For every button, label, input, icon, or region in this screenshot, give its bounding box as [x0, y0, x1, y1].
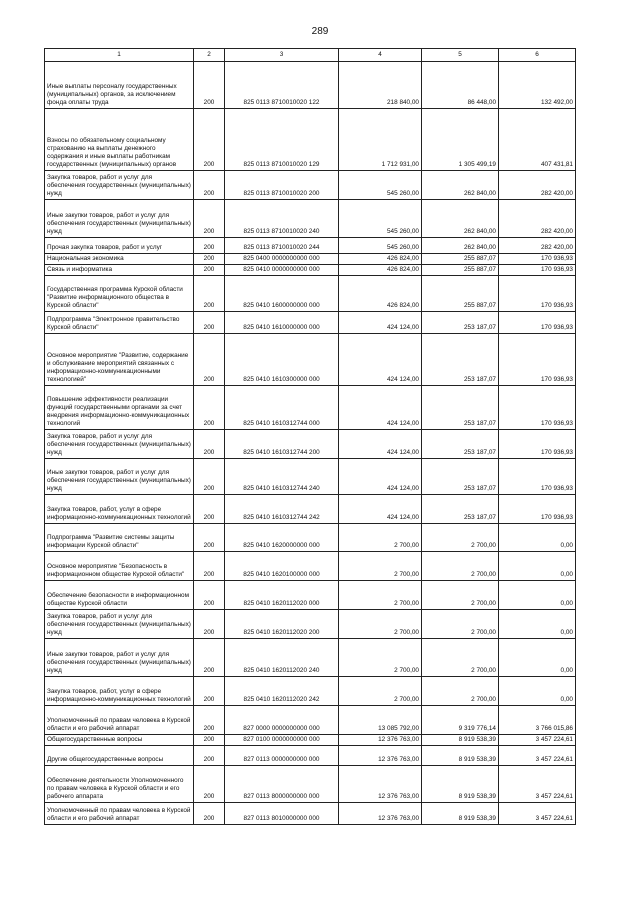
- table-row: [45, 706, 576, 735]
- table-row: [45, 109, 576, 171]
- row-unexecuted-amount-cell: 282 420,00: [499, 238, 576, 254]
- column-header: 1: [45, 49, 194, 62]
- row-approved-amount-cell: 12 376 763,00: [339, 735, 422, 746]
- row-budget-code-cell: 825 0113 8710010020 129: [225, 109, 339, 171]
- row-budget-code-cell: 825 0113 8710010020 200: [225, 171, 339, 200]
- row-name-cell: Иные закупки товаров, работ и услуг для обеспечения государственных (муниципальных) нужд: [45, 639, 194, 677]
- row-code-cell: 200: [194, 334, 225, 386]
- row-budget-code-cell: 827 0000 0000000000 000: [225, 706, 339, 735]
- row-approved-amount-cell: 13 085 792,00: [339, 706, 422, 735]
- row-approved-amount-cell: 426 824,00: [339, 276, 422, 312]
- row-unexecuted-amount-cell: 0,00: [499, 552, 576, 581]
- table-row: [45, 581, 576, 610]
- row-executed-amount-cell: 8 919 538,39: [422, 735, 499, 746]
- row-approved-amount-cell: 424 124,00: [339, 334, 422, 386]
- row-name-cell: Связь и информатика: [45, 265, 194, 276]
- row-unexecuted-amount-cell: 0,00: [499, 524, 576, 552]
- row-executed-amount-cell: 2 700,00: [422, 610, 499, 639]
- table-row: [45, 265, 576, 276]
- row-unexecuted-amount-cell: 0,00: [499, 610, 576, 639]
- row-name-cell: Подпрограмма "Развитие системы защиты информации Курской области": [45, 524, 194, 552]
- row-code-cell: 200: [194, 430, 225, 459]
- row-name-cell: Основное мероприятие "Безопасность в информационном обществе Курской области": [45, 552, 194, 581]
- row-name-cell: Закупка товаров, работ, услуг в сфере информационно-коммуникационных технологий: [45, 495, 194, 524]
- column-header: 4: [339, 49, 422, 62]
- row-name-cell: Закупка товаров, работ и услуг для обеспечения государственных (муниципальных) нужд: [45, 171, 194, 200]
- row-budget-code-cell: 825 0410 1600000000 000: [225, 276, 339, 312]
- row-code-cell: 200: [194, 200, 225, 238]
- row-code-cell: 200: [194, 552, 225, 581]
- row-name-cell: Прочая закупка товаров, работ и услуг: [45, 238, 194, 254]
- table-row: [45, 766, 576, 803]
- row-name-cell: Национальная экономика: [45, 254, 194, 265]
- row-budget-code-cell: 825 0113 8710010020 244: [225, 238, 339, 254]
- row-budget-code-cell: 825 0410 1610000000 000: [225, 312, 339, 334]
- row-executed-amount-cell: 2 700,00: [422, 677, 499, 706]
- row-code-cell: 200: [194, 276, 225, 312]
- row-code-cell: 200: [194, 386, 225, 430]
- row-approved-amount-cell: 426 824,00: [339, 265, 422, 276]
- table-row: [45, 803, 576, 825]
- row-budget-code-cell: 825 0410 0000000000 000: [225, 265, 339, 276]
- row-executed-amount-cell: 262 840,00: [422, 238, 499, 254]
- row-approved-amount-cell: 545 260,00: [339, 200, 422, 238]
- row-approved-amount-cell: 424 124,00: [339, 495, 422, 524]
- row-executed-amount-cell: 8 919 538,39: [422, 803, 499, 825]
- row-code-cell: 200: [194, 62, 225, 109]
- row-unexecuted-amount-cell: 170 936,93: [499, 265, 576, 276]
- row-budget-code-cell: 825 0410 1620000000 000: [225, 524, 339, 552]
- row-unexecuted-amount-cell: 3 457 224,61: [499, 766, 576, 803]
- row-unexecuted-amount-cell: 170 936,93: [499, 459, 576, 495]
- row-approved-amount-cell: 2 700,00: [339, 677, 422, 706]
- row-budget-code-cell: 825 0410 1610312744 200: [225, 430, 339, 459]
- row-unexecuted-amount-cell: 0,00: [499, 639, 576, 677]
- row-code-cell: 200: [194, 238, 225, 254]
- row-approved-amount-cell: 2 700,00: [339, 524, 422, 552]
- table-row: [45, 334, 576, 386]
- table-row: [45, 238, 576, 254]
- column-header: 6: [499, 49, 576, 62]
- row-approved-amount-cell: 12 376 763,00: [339, 746, 422, 766]
- row-unexecuted-amount-cell: 0,00: [499, 581, 576, 610]
- row-name-cell: Основное мероприятие "Развитие, содержание и обслуживание мероприятий связанных с информационно-коммуникационными технологией": [45, 334, 194, 386]
- row-unexecuted-amount-cell: 282 420,00: [499, 200, 576, 238]
- row-approved-amount-cell: 424 124,00: [339, 430, 422, 459]
- row-approved-amount-cell: 424 124,00: [339, 459, 422, 495]
- table-row: [45, 62, 576, 109]
- row-unexecuted-amount-cell: 0,00: [499, 677, 576, 706]
- row-approved-amount-cell: 545 260,00: [339, 171, 422, 200]
- row-code-cell: 200: [194, 312, 225, 334]
- row-code-cell: 200: [194, 735, 225, 746]
- row-approved-amount-cell: 424 124,00: [339, 312, 422, 334]
- table-row: [45, 312, 576, 334]
- row-budget-code-cell: 825 0400 0000000000 000: [225, 254, 339, 265]
- row-approved-amount-cell: 545 260,00: [339, 238, 422, 254]
- row-executed-amount-cell: 255 887,07: [422, 254, 499, 265]
- row-executed-amount-cell: 9 319 776,14: [422, 706, 499, 735]
- row-unexecuted-amount-cell: 170 936,93: [499, 430, 576, 459]
- row-approved-amount-cell: 424 124,00: [339, 386, 422, 430]
- row-executed-amount-cell: 253 187,07: [422, 386, 499, 430]
- table-row: [45, 276, 576, 312]
- row-budget-code-cell: 825 0113 8710010020 122: [225, 62, 339, 109]
- row-code-cell: 200: [194, 495, 225, 524]
- row-unexecuted-amount-cell: 170 936,93: [499, 386, 576, 430]
- table-row: [45, 610, 576, 639]
- row-executed-amount-cell: 2 700,00: [422, 552, 499, 581]
- row-executed-amount-cell: 262 840,00: [422, 200, 499, 238]
- row-unexecuted-amount-cell: 132 492,00: [499, 62, 576, 109]
- row-executed-amount-cell: 255 887,07: [422, 276, 499, 312]
- row-code-cell: 200: [194, 109, 225, 171]
- table-row: [45, 200, 576, 238]
- row-name-cell: Повышение эффективности реализации функций государственными органами за счет внедрения информационно-коммуникационных технологий: [45, 386, 194, 430]
- row-executed-amount-cell: 8 919 538,39: [422, 766, 499, 803]
- row-executed-amount-cell: 253 187,07: [422, 495, 499, 524]
- row-budget-code-cell: 825 0410 1610312744 240: [225, 459, 339, 495]
- row-name-cell: Другие общегосударственные вопросы: [45, 746, 194, 766]
- row-code-cell: 200: [194, 265, 225, 276]
- row-name-cell: Иные выплаты персоналу государственных (муниципальных) органов, за исключением фонда оплаты труда: [45, 62, 194, 109]
- row-code-cell: 200: [194, 706, 225, 735]
- row-name-cell: Иные закупки товаров, работ и услуг для обеспечения государственных (муниципальных) нужд: [45, 459, 194, 495]
- row-unexecuted-amount-cell: 170 936,93: [499, 312, 576, 334]
- row-approved-amount-cell: 2 700,00: [339, 610, 422, 639]
- row-name-cell: Уполномоченный по правам человека в Курской области и его рабочий аппарат: [45, 803, 194, 825]
- row-approved-amount-cell: 2 700,00: [339, 581, 422, 610]
- row-budget-code-cell: 825 0410 1620112020 000: [225, 581, 339, 610]
- table-row: [45, 254, 576, 265]
- table-row: [45, 735, 576, 746]
- table-row: [45, 171, 576, 200]
- row-approved-amount-cell: 1 712 931,00: [339, 109, 422, 171]
- row-executed-amount-cell: 253 187,07: [422, 430, 499, 459]
- row-name-cell: Уполномоченный по правам человека в Курской области и его рабочий аппарат: [45, 706, 194, 735]
- row-code-cell: 200: [194, 459, 225, 495]
- table-row: [45, 386, 576, 430]
- row-name-cell: Подпрограмма "Электронное правительство Курской области": [45, 312, 194, 334]
- row-unexecuted-amount-cell: 170 936,93: [499, 254, 576, 265]
- row-unexecuted-amount-cell: 3 457 224,61: [499, 746, 576, 766]
- row-code-cell: 200: [194, 610, 225, 639]
- row-executed-amount-cell: 255 887,07: [422, 265, 499, 276]
- row-name-cell: Общегосударственные вопросы: [45, 735, 194, 746]
- table-row: [45, 459, 576, 495]
- row-budget-code-cell: 825 0113 8710010020 240: [225, 200, 339, 238]
- row-executed-amount-cell: 253 187,07: [422, 459, 499, 495]
- row-code-cell: 200: [194, 746, 225, 766]
- row-name-cell: Обеспечение безопасности в информационном обществе Курской области: [45, 581, 194, 610]
- page-number: 289: [311, 26, 329, 37]
- row-budget-code-cell: 825 0410 1620100000 000: [225, 552, 339, 581]
- row-code-cell: 200: [194, 171, 225, 200]
- row-budget-code-cell: 825 0410 1620112020 200: [225, 610, 339, 639]
- row-executed-amount-cell: 253 187,07: [422, 312, 499, 334]
- row-code-cell: 200: [194, 766, 225, 803]
- row-unexecuted-amount-cell: 3 457 224,61: [499, 803, 576, 825]
- table-row: [45, 495, 576, 524]
- row-code-cell: 200: [194, 803, 225, 825]
- row-approved-amount-cell: 12 376 763,00: [339, 766, 422, 803]
- row-name-cell: Закупка товаров, работ, услуг в сфере информационно-коммуникационных технологий: [45, 677, 194, 706]
- row-name-cell: Иные закупки товаров, работ и услуг для обеспечения государственных (муниципальных) нужд: [45, 200, 194, 238]
- row-code-cell: 200: [194, 254, 225, 265]
- budget-execution-table: [44, 48, 576, 825]
- row-budget-code-cell: 825 0410 1620112020 240: [225, 639, 339, 677]
- row-budget-code-cell: 827 0113 8010000000 000: [225, 803, 339, 825]
- row-code-cell: 200: [194, 581, 225, 610]
- row-executed-amount-cell: 2 700,00: [422, 581, 499, 610]
- row-executed-amount-cell: 1 305 499,19: [422, 109, 499, 171]
- row-unexecuted-amount-cell: 407 431,81: [499, 109, 576, 171]
- row-unexecuted-amount-cell: 3 766 015,86: [499, 706, 576, 735]
- row-code-cell: 200: [194, 639, 225, 677]
- row-budget-code-cell: 827 0100 0000000000 000: [225, 735, 339, 746]
- row-approved-amount-cell: 426 824,00: [339, 254, 422, 265]
- row-executed-amount-cell: 2 700,00: [422, 524, 499, 552]
- row-code-cell: 200: [194, 524, 225, 552]
- row-budget-code-cell: 825 0410 1620112020 242: [225, 677, 339, 706]
- row-unexecuted-amount-cell: 170 936,93: [499, 334, 576, 386]
- column-header: 2: [194, 49, 225, 62]
- row-executed-amount-cell: 2 700,00: [422, 639, 499, 677]
- row-executed-amount-cell: 262 840,00: [422, 171, 499, 200]
- row-unexecuted-amount-cell: 170 936,93: [499, 276, 576, 312]
- table-row: [45, 430, 576, 459]
- row-budget-code-cell: 825 0410 1610312744 242: [225, 495, 339, 524]
- row-budget-code-cell: 825 0410 1610312744 000: [225, 386, 339, 430]
- table-row: [45, 524, 576, 552]
- row-executed-amount-cell: 8 919 538,39: [422, 746, 499, 766]
- row-name-cell: Закупка товаров, работ и услуг для обеспечения государственных (муниципальных) нужд: [45, 610, 194, 639]
- row-executed-amount-cell: 253 187,07: [422, 334, 499, 386]
- table-row: [45, 639, 576, 677]
- row-code-cell: 200: [194, 677, 225, 706]
- row-name-cell: Закупка товаров, работ и услуг для обеспечения государственных (муниципальных) нужд: [45, 430, 194, 459]
- row-unexecuted-amount-cell: 3 457 224,61: [499, 735, 576, 746]
- row-name-cell: Обеспечение деятельности Уполномоченного по правам человека в Курской области и его рабочего аппарата: [45, 766, 194, 803]
- row-unexecuted-amount-cell: 170 936,93: [499, 495, 576, 524]
- table-row: [45, 552, 576, 581]
- table-header-row: [45, 49, 576, 62]
- row-executed-amount-cell: 86 448,00: [422, 62, 499, 109]
- row-budget-code-cell: 827 0113 8000000000 000: [225, 766, 339, 803]
- row-approved-amount-cell: 2 700,00: [339, 552, 422, 581]
- table-row: [45, 746, 576, 766]
- row-approved-amount-cell: 218 840,00: [339, 62, 422, 109]
- column-header: 3: [225, 49, 339, 62]
- row-name-cell: Государственная программа Курской области "Развитие информационного общества в Курской области": [45, 276, 194, 312]
- row-budget-code-cell: 825 0410 1610300000 000: [225, 334, 339, 386]
- row-name-cell: Взносы по обязательному социальному страхованию на выплаты денежного содержания и иные выплаты работникам государственных (муниципальных) органов: [45, 109, 194, 171]
- row-approved-amount-cell: 12 376 763,00: [339, 803, 422, 825]
- row-unexecuted-amount-cell: 282 420,00: [499, 171, 576, 200]
- row-approved-amount-cell: 2 700,00: [339, 639, 422, 677]
- column-header: 5: [422, 49, 499, 62]
- table-row: [45, 677, 576, 706]
- row-budget-code-cell: 827 0113 0000000000 000: [225, 746, 339, 766]
